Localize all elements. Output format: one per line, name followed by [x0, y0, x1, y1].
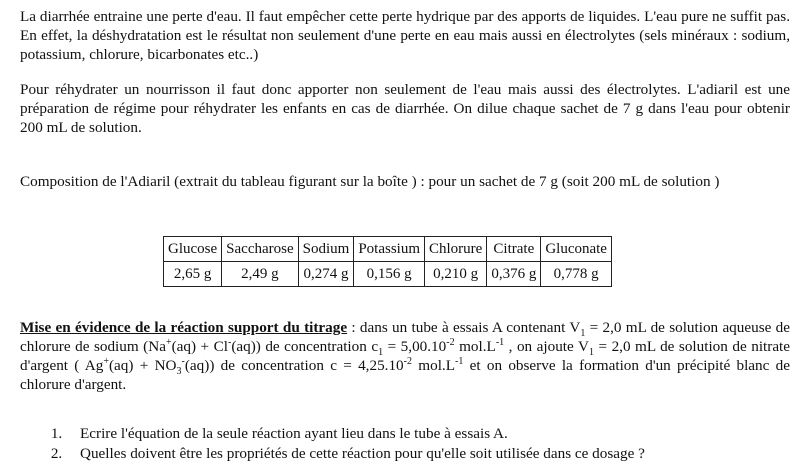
- text-run: = 5,00.10: [383, 338, 447, 355]
- table-cell: 0,210 g: [425, 262, 487, 287]
- text-run: = 2,0 mL de solution aqueuse de chlorure de sodium (Na: [20, 319, 790, 355]
- section-title: Mise en évidence de la réaction support du titrage: [20, 319, 348, 336]
- table-header-cell: Gluconate: [541, 237, 612, 262]
- superscript: -1: [495, 336, 505, 348]
- list-item: 1. Ecrire l'équation de la seule réaction ayant lieu dans le tube à essais A.: [66, 424, 800, 443]
- text-run: , on ajoute V: [504, 338, 589, 355]
- question-list: [20, 424, 800, 464]
- rehydration-paragraph: Pour réhydrater un nourrisson il faut donc apporter non seulement de l'eau mais aussi des électrolytes. L'adiaril est une préparation de régime pour réhydrater les enfants en cas de diarrhée. On dilue chaque sachet de 7 g dans l'eau pour obtenir 200 mL de solution.: [20, 81, 790, 136]
- table-header-row: [164, 237, 612, 262]
- text-run: et on observe la formation d'un précipité blanc de chlorure d'argent.: [20, 357, 790, 393]
- subscript: 1: [580, 328, 586, 340]
- text-run: (aq) + Cl: [171, 338, 228, 355]
- superscript: -2: [446, 336, 455, 348]
- subscript: 3: [176, 366, 182, 378]
- table-header-cell: Citrate: [487, 237, 541, 262]
- table-cell: 2,65 g: [164, 262, 222, 287]
- table-header-cell: Glucose: [164, 237, 222, 262]
- text-run: (aq) + NO: [109, 357, 177, 374]
- list-item: 2. Quelles doivent être les propriétés de cette réaction pour qu'elle soit utilisée dans ce dosage ?: [66, 444, 800, 463]
- superscript: -1: [454, 355, 464, 367]
- superscript: +: [165, 336, 172, 348]
- text-run: (aq)) de concentration c = 4,25.10: [184, 357, 404, 374]
- superscript: -2: [403, 355, 412, 367]
- table-header-cell: Chlorure: [425, 237, 487, 262]
- table-header-cell: Sodium: [298, 237, 354, 262]
- subscript: 1: [378, 347, 384, 359]
- text-run: mol.L: [412, 357, 455, 374]
- text-run: (aq)) de concentration c: [231, 338, 379, 355]
- superscript: -: [181, 355, 185, 367]
- subscript: 1: [588, 347, 594, 359]
- composition-table: [163, 236, 612, 287]
- table-header-cell: Potassium: [354, 237, 425, 262]
- text-run: mol.L: [454, 338, 496, 355]
- text-run: = 2,0 mL de solution de nitrate d'argent ( Ag: [20, 338, 791, 374]
- composition-intro: Composition de l'Adiaril (extrait du tableau figurant sur la boîte ) : pour un sachet de 7 g (soit 200 mL de solution ): [20, 173, 720, 190]
- table-cell: 0,778 g: [541, 262, 612, 287]
- table-header-cell: Saccharose: [222, 237, 298, 262]
- titration-paragraph: [20, 318, 790, 394]
- table-cell: 0,376 g: [487, 262, 541, 287]
- table-row: [164, 262, 612, 287]
- table-cell: 0,274 g: [298, 262, 354, 287]
- table-cell: 0,156 g: [354, 262, 425, 287]
- intro-paragraph: La diarrhée entraine une perte d'eau. Il faut empêcher cette perte hydrique par des apports de liquides. L'eau pure ne suffit pas. En effet, la déshydratation est le résultat non seulement d'une perte en eau mais aussi en électrolytes (sels minéraux : sodium, potassium, chlorure, bicarbonates etc..): [20, 8, 790, 63]
- superscript: +: [103, 355, 109, 367]
- table-cell: 2,49 g: [222, 262, 298, 287]
- superscript: -: [227, 336, 232, 348]
- text-run: : dans un tube à essais A contenant V: [347, 319, 581, 336]
